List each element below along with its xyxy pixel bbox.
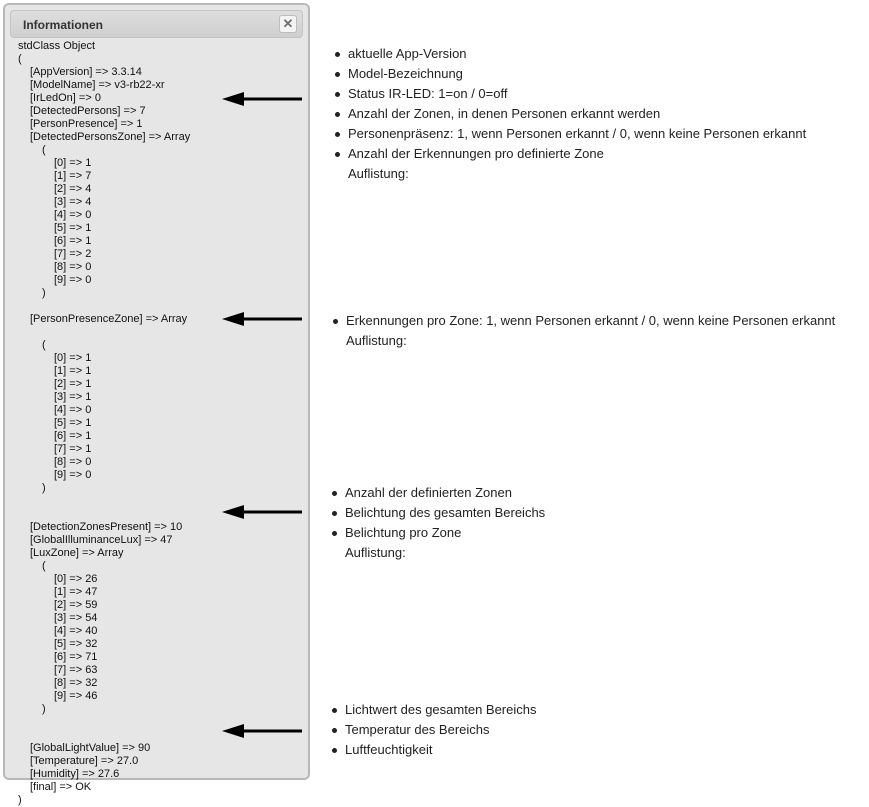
- annotation-item: Belichtung pro Zone: [345, 525, 461, 541]
- arrow-icon: [222, 90, 304, 108]
- dump-line: [PersonPresenceZone] => Array: [30, 313, 188, 325]
- dump-line: (: [42, 339, 46, 351]
- dump-line: [2] => 1: [54, 378, 92, 390]
- dump-line: [0] => 26: [54, 573, 98, 585]
- dump-line: [9] => 0: [54, 469, 92, 481]
- annotation-item: aktuelle App-Version: [348, 46, 467, 62]
- dump-line: [0] => 1: [54, 157, 92, 169]
- close-icon: ✕: [282, 16, 294, 31]
- dump-line: [1] => 47: [54, 586, 98, 598]
- dump-line: [5] => 1: [54, 222, 92, 234]
- dump-line: [5] => 1: [54, 417, 92, 429]
- dump-line: ): [18, 794, 22, 806]
- dump-line: [DetectedPersonsZone] => Array: [30, 131, 191, 143]
- annotation-item: Luftfeuchtigkeit: [345, 742, 432, 758]
- dump-line: [9] => 0: [54, 274, 92, 286]
- dump-line: [final] => OK: [30, 781, 92, 793]
- dump-line: [Temperature] => 27.0: [30, 755, 139, 767]
- dump-line: ): [42, 482, 46, 494]
- annotation-item: Anzahl der Zonen, in denen Personen erkannt werden: [348, 106, 660, 122]
- dump-line: [4] => 0: [54, 209, 92, 221]
- annotation-item: Status IR-LED: 1=on / 0=off: [348, 86, 507, 102]
- dump-line: stdClass Object: [18, 40, 96, 52]
- arrow-icon: [222, 310, 304, 328]
- dump-line: [1] => 1: [54, 365, 92, 377]
- dump-line: [8] => 0: [54, 456, 92, 468]
- dump-line: [6] => 1: [54, 430, 92, 442]
- dump-line: (: [42, 144, 46, 156]
- dump-line: [7] => 2: [54, 248, 92, 260]
- annotation-item: Temperatur des Bereichs: [345, 722, 490, 738]
- annotation-item: Belichtung des gesamten Bereichs: [345, 505, 545, 521]
- dump-line: [2] => 4: [54, 183, 92, 195]
- dump-line: ): [42, 287, 46, 299]
- annotation-item: Anzahl der definierten Zonen: [345, 485, 512, 501]
- dump-line: [8] => 0: [54, 261, 92, 273]
- dump-line: ): [42, 703, 46, 715]
- dump-line: [2] => 59: [54, 599, 98, 611]
- annotation-item: Model-Bezeichnung: [348, 66, 463, 82]
- annotation-item: Erkennungen pro Zone: 1, wenn Personen erkannt / 0, wenn keine Personen erkannt: [346, 313, 835, 329]
- dump-line: [AppVersion] => 3.3.14: [30, 66, 142, 78]
- dump-line: [3] => 54: [54, 612, 98, 624]
- dump-line: (: [42, 560, 46, 572]
- dump-line: [6] => 71: [54, 651, 98, 663]
- annotation-item: Lichtwert des gesamten Bereichs: [345, 702, 536, 718]
- annotation-subtext: Auflistung:: [345, 545, 406, 560]
- dialog-title: Informationen: [23, 18, 103, 32]
- arrow-icon: [222, 722, 304, 740]
- dump-line: [DetectedPersons] => 7: [30, 105, 146, 117]
- dump-line: [GlobalLightValue] => 90: [30, 742, 151, 754]
- dump-line: [DetectionZonesPresent] => 10: [30, 521, 183, 533]
- dump-line: [1] => 7: [54, 170, 92, 182]
- dump-line: [GlobalIlluminanceLux] => 47: [30, 534, 173, 546]
- dump-line: [4] => 40: [54, 625, 98, 637]
- dump-line: [3] => 1: [54, 391, 92, 403]
- annotation-item: Personenpräsenz: 1, wenn Personen erkannt / 0, wenn keine Personen erkannt: [348, 126, 806, 142]
- dump-line: [7] => 63: [54, 664, 98, 676]
- dump-line: [9] => 46: [54, 690, 98, 702]
- dump-line: [LuxZone] => Array: [30, 547, 124, 559]
- dump-line: [6] => 1: [54, 235, 92, 247]
- dump-line: [7] => 1: [54, 443, 92, 455]
- dump-line: [5] => 32: [54, 638, 98, 650]
- annotation-item: Anzahl der Erkennungen pro definierte Zone: [348, 146, 604, 162]
- dump-line: [IrLedOn] => 0: [30, 92, 101, 104]
- close-button[interactable]: [279, 15, 297, 33]
- dump-line: [PersonPresence] => 1: [30, 118, 143, 130]
- dump-line: [8] => 32: [54, 677, 98, 689]
- dump-line: [0] => 1: [54, 352, 92, 364]
- dump-line: [ModelName] => v3-rb22-xr: [30, 79, 165, 91]
- dump-line: (: [18, 53, 22, 65]
- dialog-titlebar[interactable]: [10, 10, 303, 38]
- dump-line: [4] => 0: [54, 404, 92, 416]
- annotation-subtext: Auflistung:: [346, 333, 407, 348]
- dump-line: [3] => 4: [54, 196, 92, 208]
- arrow-icon: [222, 503, 304, 521]
- dump-line: [Humidity] => 27.6: [30, 768, 120, 780]
- annotation-subtext: Auflistung:: [348, 166, 409, 181]
